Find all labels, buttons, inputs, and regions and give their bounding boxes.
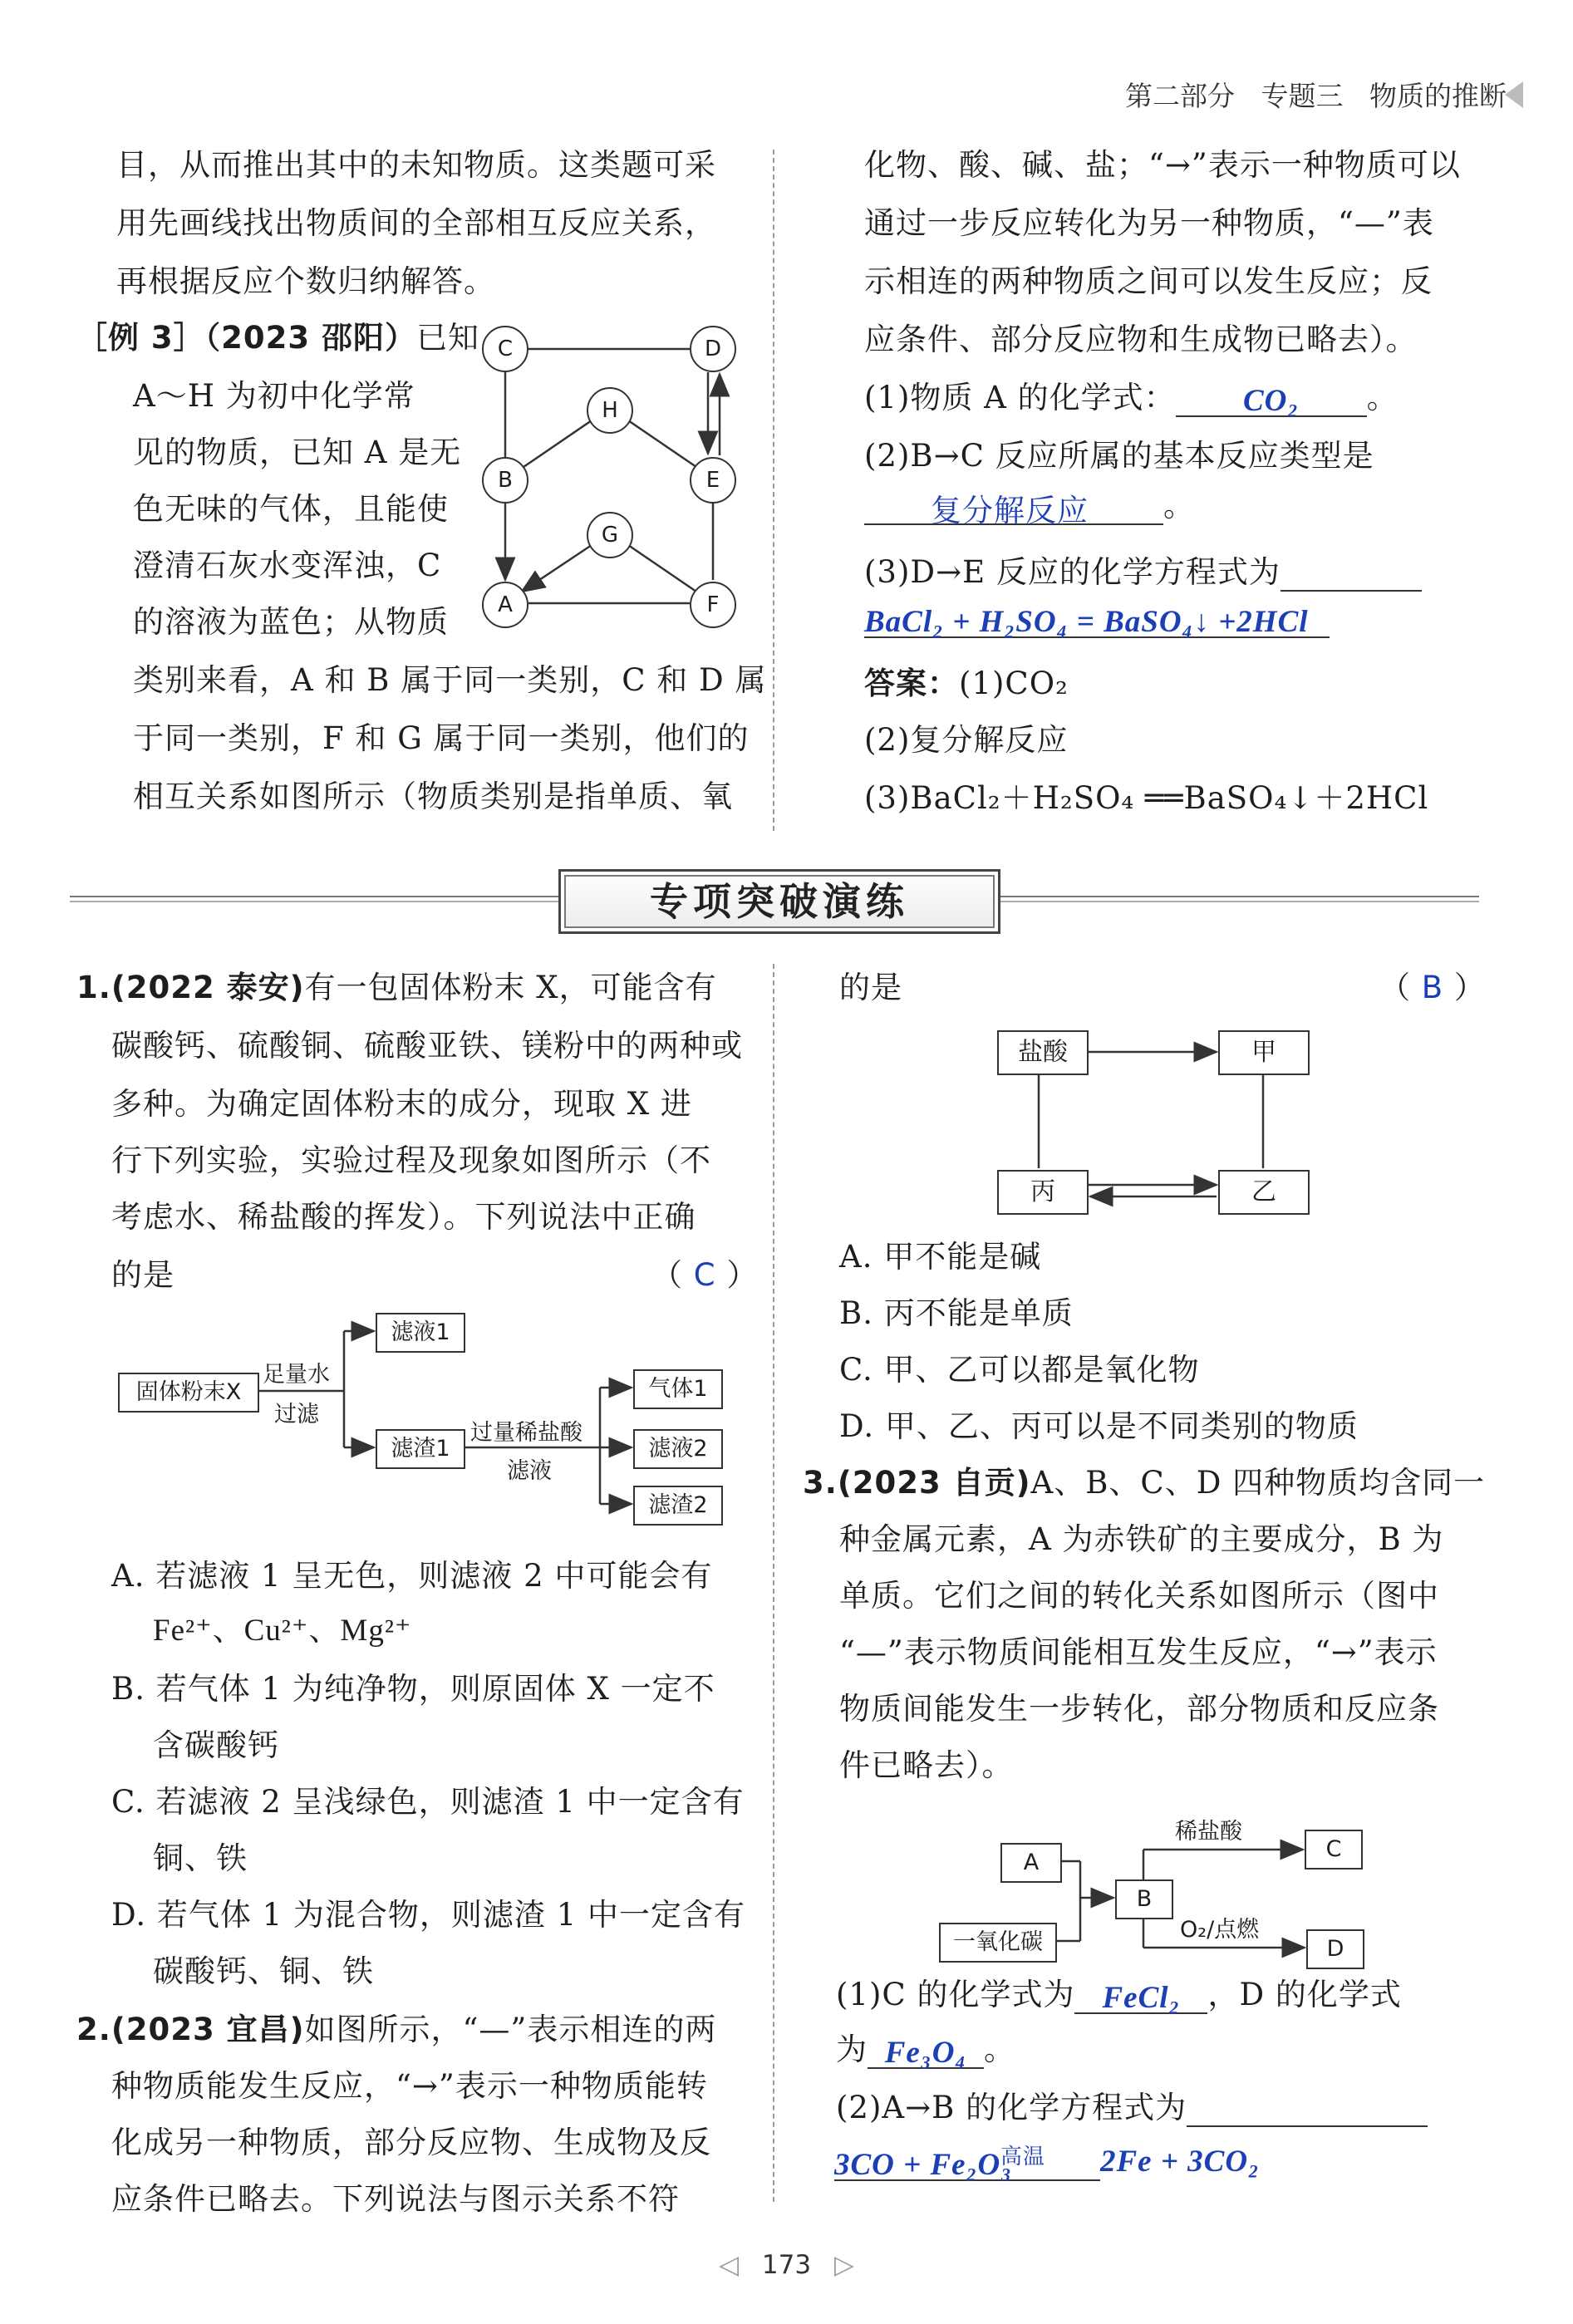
- node-c: C: [482, 326, 528, 372]
- example3-wrap-line: 的溶液为蓝色；从物质: [133, 604, 449, 640]
- q3-sub2-blank: [1187, 2092, 1428, 2127]
- q1-option: D. 若气体 1 为混合物，则滤渣 1 中一定含有: [111, 1897, 745, 1933]
- intro-line: 目，从而推出其中的未知物质。这类题可采: [116, 147, 716, 183]
- q1-answer: C: [693, 1257, 716, 1293]
- header-part: 第二部分: [1125, 80, 1236, 112]
- intro-line: 再根据反应个数归纳解答。: [116, 263, 495, 299]
- q3-line: 件已略去）。: [839, 1747, 1014, 1783]
- q2-heading: [76, 2011, 716, 2049]
- q2-first-line: 如图所示，“—”表示相连的两: [304, 2012, 717, 2047]
- node-g: G: [587, 512, 633, 558]
- answer-title: 答案：: [864, 666, 959, 701]
- q1-answer: CO₂: [1176, 382, 1367, 417]
- q3-answer: BaCl₂ + H₂SO₄ = BaSO₄↓ +2HCl: [864, 603, 1330, 638]
- q3-first-line: A、B、C、D 四种物质均含同一: [1030, 1465, 1486, 1501]
- example3-answer-1: [864, 665, 1069, 703]
- node-b: B: [482, 457, 528, 504]
- q1-line: 行下列实验，实验过程及现象如图所示（不: [111, 1142, 711, 1178]
- q1-line: 碳酸钙、硫酸铜、硫酸亚铁、镁粉中的两种或: [111, 1028, 743, 1064]
- page-next-icon: ▷: [833, 2250, 854, 2280]
- node-f: F: [690, 582, 736, 628]
- example3-q1: [864, 379, 1398, 417]
- q1-option: 铜、铁: [153, 1840, 248, 1876]
- q1-answer-bracket: （ C ）: [651, 1257, 759, 1293]
- q1-source: (2022 泰安): [111, 970, 305, 1005]
- q1-line: 考虑水、稀盐酸的挥发）。下列说法中正确: [111, 1199, 696, 1235]
- flow-start-box: 固体粉末X: [118, 1373, 259, 1413]
- example3-q3-answer-line: [864, 600, 1330, 638]
- q1-heading: [76, 969, 717, 1007]
- q2-box-hcl: 盐酸: [997, 1030, 1089, 1075]
- example3-wrap-line: 色无味的气体，且能使: [133, 491, 449, 527]
- column-divider-bottom: [773, 964, 774, 2202]
- page-number: 173: [761, 2250, 812, 2280]
- example3-full-line: 类别来看，A 和 B 属于同一类别，C 和 D 属: [133, 662, 767, 698]
- q2-line: 种物质能发生反应，“→”表示一种物质能转: [111, 2068, 708, 2104]
- q1-line: 的是: [111, 1257, 175, 1293]
- q3-line: “—”表示物质间能相互发生反应，“→”表示: [839, 1634, 1438, 1670]
- node-e: E: [690, 457, 736, 504]
- example3-wrap-line: 见的物质，已知 A 是无: [133, 435, 462, 470]
- example3-right-line: 应条件、部分反应物和生成物已略去）。: [864, 322, 1418, 357]
- q1-label: (1)物质 A 的化学式：: [864, 380, 1176, 415]
- answer-line: (2)复分解反应: [864, 722, 1069, 758]
- example3-wrap-line: A～H 为初中化学常: [133, 378, 415, 414]
- q2-line: 化成另一种物质，部分反应物、生成物及反: [111, 2125, 711, 2160]
- example3-right-line: 通过一步反应转化为另一种物质，“—”表: [864, 205, 1434, 241]
- q3-box-a: A: [1000, 1843, 1062, 1883]
- flow-step2-top: 过量稀盐酸: [470, 1420, 583, 1446]
- flow-step2-bottom: 滤液: [507, 1458, 552, 1484]
- q3-label-o2: O₂/点燃: [1180, 1917, 1260, 1943]
- q1-end: 。: [1366, 380, 1398, 415]
- example3-source: （2023 邵阳）: [204, 320, 417, 356]
- q3-line: 单质。它们之间的转化关系如图所示（图中: [839, 1578, 1439, 1614]
- header-topic: 专题三: [1261, 80, 1344, 112]
- q3-sub1-cont: [836, 2031, 1015, 2069]
- example3-full-line: 于同一类别，F 和 G 属于同一类别，他们的: [133, 720, 750, 756]
- q3-blank: [1281, 557, 1422, 592]
- q2-option: B. 丙不能是单质: [839, 1295, 1074, 1331]
- q1-option: 碳酸钙、铜、铁: [153, 1953, 374, 1989]
- q3-sub1-a: (1)C 的化学式为: [836, 1977, 1075, 2012]
- q3-box-d: D: [1306, 1929, 1364, 1969]
- q3-line: 物质间能发生一步转化，部分物质和反应条: [839, 1691, 1439, 1727]
- node-d: D: [690, 326, 736, 372]
- example3-tag: ［例 3］: [76, 320, 205, 356]
- q3-eq-left: 3CO + Fe₂O₃: [834, 2146, 1100, 2181]
- q2-box-yi: 乙: [1218, 1170, 1310, 1215]
- example3-q2-answer-line: [864, 487, 1195, 528]
- q2-number: 2.: [76, 2012, 111, 2047]
- q3-number: 3.: [803, 1465, 838, 1501]
- example3-q3: [864, 553, 1422, 592]
- q3-sub2-answer: [834, 2142, 1260, 2181]
- q3-box-b: B: [1115, 1879, 1173, 1919]
- q3-sub1-c: 为: [836, 2032, 868, 2067]
- section-title-banner: [558, 869, 1000, 934]
- q3-label: (3)D→E 反应的化学方程式为: [864, 554, 1281, 590]
- q3-sub1-b: ，D 的化学式: [1207, 1977, 1402, 2012]
- q1-option: A. 若滤液 1 呈无色，则滤液 2 中可能会有: [111, 1558, 713, 1594]
- q2-line: 应条件已略去。下列说法与图示关系不符: [111, 2181, 680, 2217]
- node-a: A: [482, 582, 528, 628]
- q3-line: 种金属元素，A 为赤铁矿的主要成分，B 为: [839, 1521, 1444, 1557]
- q3-eq-cond: 高温: [1000, 2145, 1046, 2169]
- answer-line: (1)CO₂: [959, 666, 1069, 701]
- q3-box-co: 一氧化碳: [939, 1923, 1057, 1963]
- q1-option: Fe²⁺、Cu²⁺、Mg²⁺: [153, 1614, 412, 1648]
- node-h: H: [587, 387, 633, 434]
- q2-box-jia: 甲: [1218, 1030, 1310, 1075]
- q1-option: C. 若滤液 2 呈浅绿色，则滤渣 1 中一定含有: [111, 1784, 745, 1820]
- q3-ans-d: Fe₃O₄: [868, 2034, 984, 2069]
- page-prev-icon: ◁: [719, 2250, 740, 2280]
- q2-cont: 的是: [839, 970, 902, 1005]
- flow-gas1-box: 气体1: [633, 1369, 723, 1409]
- q3-eq-right: 2Fe + 3CO₂: [1100, 2145, 1260, 2179]
- q2-option: D. 甲、乙、丙可以是不同类别的物质: [839, 1408, 1359, 1444]
- q3-label-hcl: 稀盐酸: [1175, 1819, 1242, 1845]
- flow-step1-bottom: 过滤: [274, 1402, 319, 1427]
- q2-end: 。: [1163, 488, 1195, 523]
- q1-number: 1.: [76, 970, 111, 1005]
- section-rule-right: [997, 896, 1479, 902]
- example3-right-line: 化物、酸、碱、盐；“→”表示一种物质可以: [864, 147, 1461, 183]
- q2-option: A. 甲不能是碱: [839, 1239, 1042, 1275]
- example3-wrap-line: 澄清石灰水变浑浊，C: [133, 548, 442, 583]
- q3-ans-c: FeCl₂: [1074, 1979, 1207, 2014]
- example3-line1-rest: 已知: [416, 320, 480, 356]
- q2-answer: 复分解反应: [864, 492, 1163, 525]
- q1-first-line: 有一包固体粉末 X，可能含有: [304, 970, 717, 1005]
- example3-right-line: 示相连的两种物质之间可以发生反应；反: [864, 263, 1433, 299]
- header-title: 物质的推断: [1369, 80, 1507, 112]
- flow-residue2-box: 滤渣2: [633, 1486, 723, 1526]
- flow-filtrate1-box: 滤液1: [376, 1313, 465, 1353]
- header-triangle-icon: [1505, 81, 1523, 108]
- flow-step1-top: 足量水: [263, 1362, 330, 1388]
- flow-residue1-box: 滤渣1: [376, 1429, 465, 1469]
- flow-filtrate2-box: 滤液2: [633, 1429, 723, 1469]
- q3-box-c: C: [1305, 1830, 1363, 1870]
- column-divider-top: [773, 150, 774, 831]
- q3-sub2-label: (2)A→B 的化学方程式为: [836, 2090, 1187, 2125]
- example3-heading: [76, 319, 479, 357]
- example3-q2: (2)B→C 反应所属的基本反应类型是: [864, 438, 1374, 474]
- q2-answer-bracket: （ B ）: [1379, 970, 1486, 1005]
- answer-line: (3)BaCl₂＋H₂SO₄ ══BaSO₄↓＋2HCl: [864, 780, 1429, 816]
- q2-box-bing: 丙: [997, 1170, 1089, 1215]
- q1-option: 含碳酸钙: [153, 1727, 279, 1763]
- section-title: 专项突破演练: [650, 879, 909, 924]
- page-header: [1125, 75, 1507, 114]
- q3-heading: [803, 1464, 1485, 1502]
- q3-sub1-end: 。: [984, 2032, 1015, 2067]
- q2-option: C. 甲、乙可以都是氧化物: [839, 1352, 1200, 1388]
- q2-answer: B: [1421, 970, 1444, 1005]
- q1-option: B. 若气体 1 为纯净物，则原固体 X 一定不: [111, 1671, 715, 1707]
- intro-line: 用先画线找出物质间的全部相互反应关系，: [116, 205, 716, 241]
- section-rule-left: [70, 896, 560, 902]
- q3-source: (2023 自贡): [837, 1465, 1031, 1501]
- q3-sub1: [836, 1976, 1402, 2014]
- example3-full-line: 相互关系如图所示（物质类别是指单质、氧: [133, 779, 733, 814]
- page-number-area: [0, 2250, 1573, 2280]
- q3-sub2: [836, 2089, 1428, 2127]
- q1-line: 多种。为确定固体粉末的成分，现取 X 进: [111, 1086, 692, 1122]
- q2-source: (2023 宜昌): [111, 2012, 305, 2047]
